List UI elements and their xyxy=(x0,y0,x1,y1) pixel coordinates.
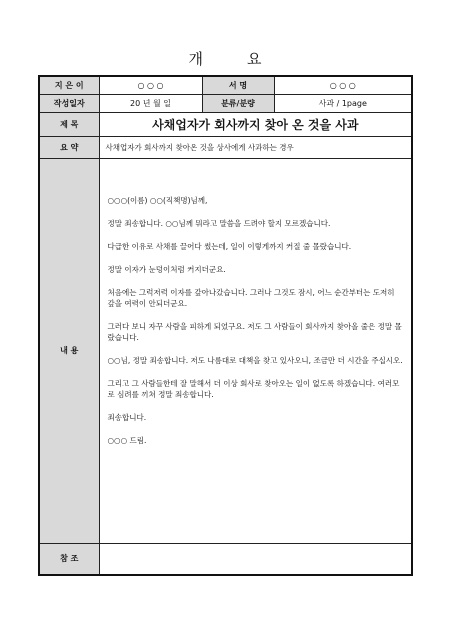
content-body xyxy=(99,158,412,543)
content-paragraph: 정말 죄송합니다. ○○님께 뭐라고 말씀을 드려야 할지 모르겠습니다. xyxy=(107,218,331,228)
title-char-1: 개 xyxy=(188,50,203,68)
category-label: 분류/분량 xyxy=(202,94,274,112)
content-paragraph: 그러다 보니 자꾸 사람을 피하게 되었구요. 저도 그 사람들이 회사까지 찾아올 줄은 정말 몰랐습니다. xyxy=(107,321,402,342)
content-paragraph: ○○님, 정말 죄송합니다. 저도 나름대로 대책을 찾고 있사오니, 조금만 더 시간을 주십시오. xyxy=(107,355,403,365)
subject-value: 사채업자가 회사까지 찾아 온 것을 사과 xyxy=(99,112,412,136)
reference-label: 참 조 xyxy=(39,543,99,575)
content-paragraph: 처음에는 그럭저럭 이자를 갚아나갔습니다. 그러나 그것도 잠시, 어느 순간부터는 도저히 갚을 여력이 안되더군요. xyxy=(107,287,395,308)
date-label: 작성일자 xyxy=(39,94,99,112)
row-content xyxy=(39,158,412,543)
content-paragraph: 그리고 그 사람들한테 잘 말해서 더 이상 회사로 찾아오는 일이 없도록 하겠습니다. 여러모로 심려를 끼쳐 정말 죄송합니다. xyxy=(107,378,400,399)
row-summary xyxy=(39,136,412,158)
content-paragraph: ○○○ 드림. xyxy=(107,435,147,445)
title-char-2: 요 xyxy=(247,50,262,68)
category-value: 사과 / 1page xyxy=(274,94,412,112)
summary-form-table xyxy=(38,75,413,576)
row-date xyxy=(39,94,412,112)
content-paragraph: ○○○(이름) ○○(직책명)님께, xyxy=(107,195,208,205)
reference-value xyxy=(99,543,412,575)
content-paragraph: 정말 이자가 눈덩이처럼 커지더군요. xyxy=(107,264,226,274)
summary-value: 사채업자가 회사까지 찾아온 것을 상사에게 사과하는 경우 xyxy=(99,136,412,158)
document-title xyxy=(0,48,450,69)
author-value: ○ ○ ○ xyxy=(99,76,202,94)
date-value: 20 년 월 일 xyxy=(99,94,202,112)
subject-label: 제 목 xyxy=(39,112,99,136)
signature-label: 서 명 xyxy=(202,76,274,94)
row-author xyxy=(39,76,412,94)
summary-label: 요 약 xyxy=(39,136,99,158)
content-paragraph: 다급한 이유로 사채를 끌어다 썼는데, 일이 이렇게까지 커질 줄 몰랐습니다. xyxy=(107,241,352,251)
row-reference xyxy=(39,543,412,575)
author-label: 지 은 이 xyxy=(39,76,99,94)
content-paragraph: 죄송합니다. xyxy=(107,412,147,422)
content-label: 내 용 xyxy=(39,158,99,543)
signature-value: ○ ○ ○ xyxy=(274,76,412,94)
row-subject xyxy=(39,112,412,136)
